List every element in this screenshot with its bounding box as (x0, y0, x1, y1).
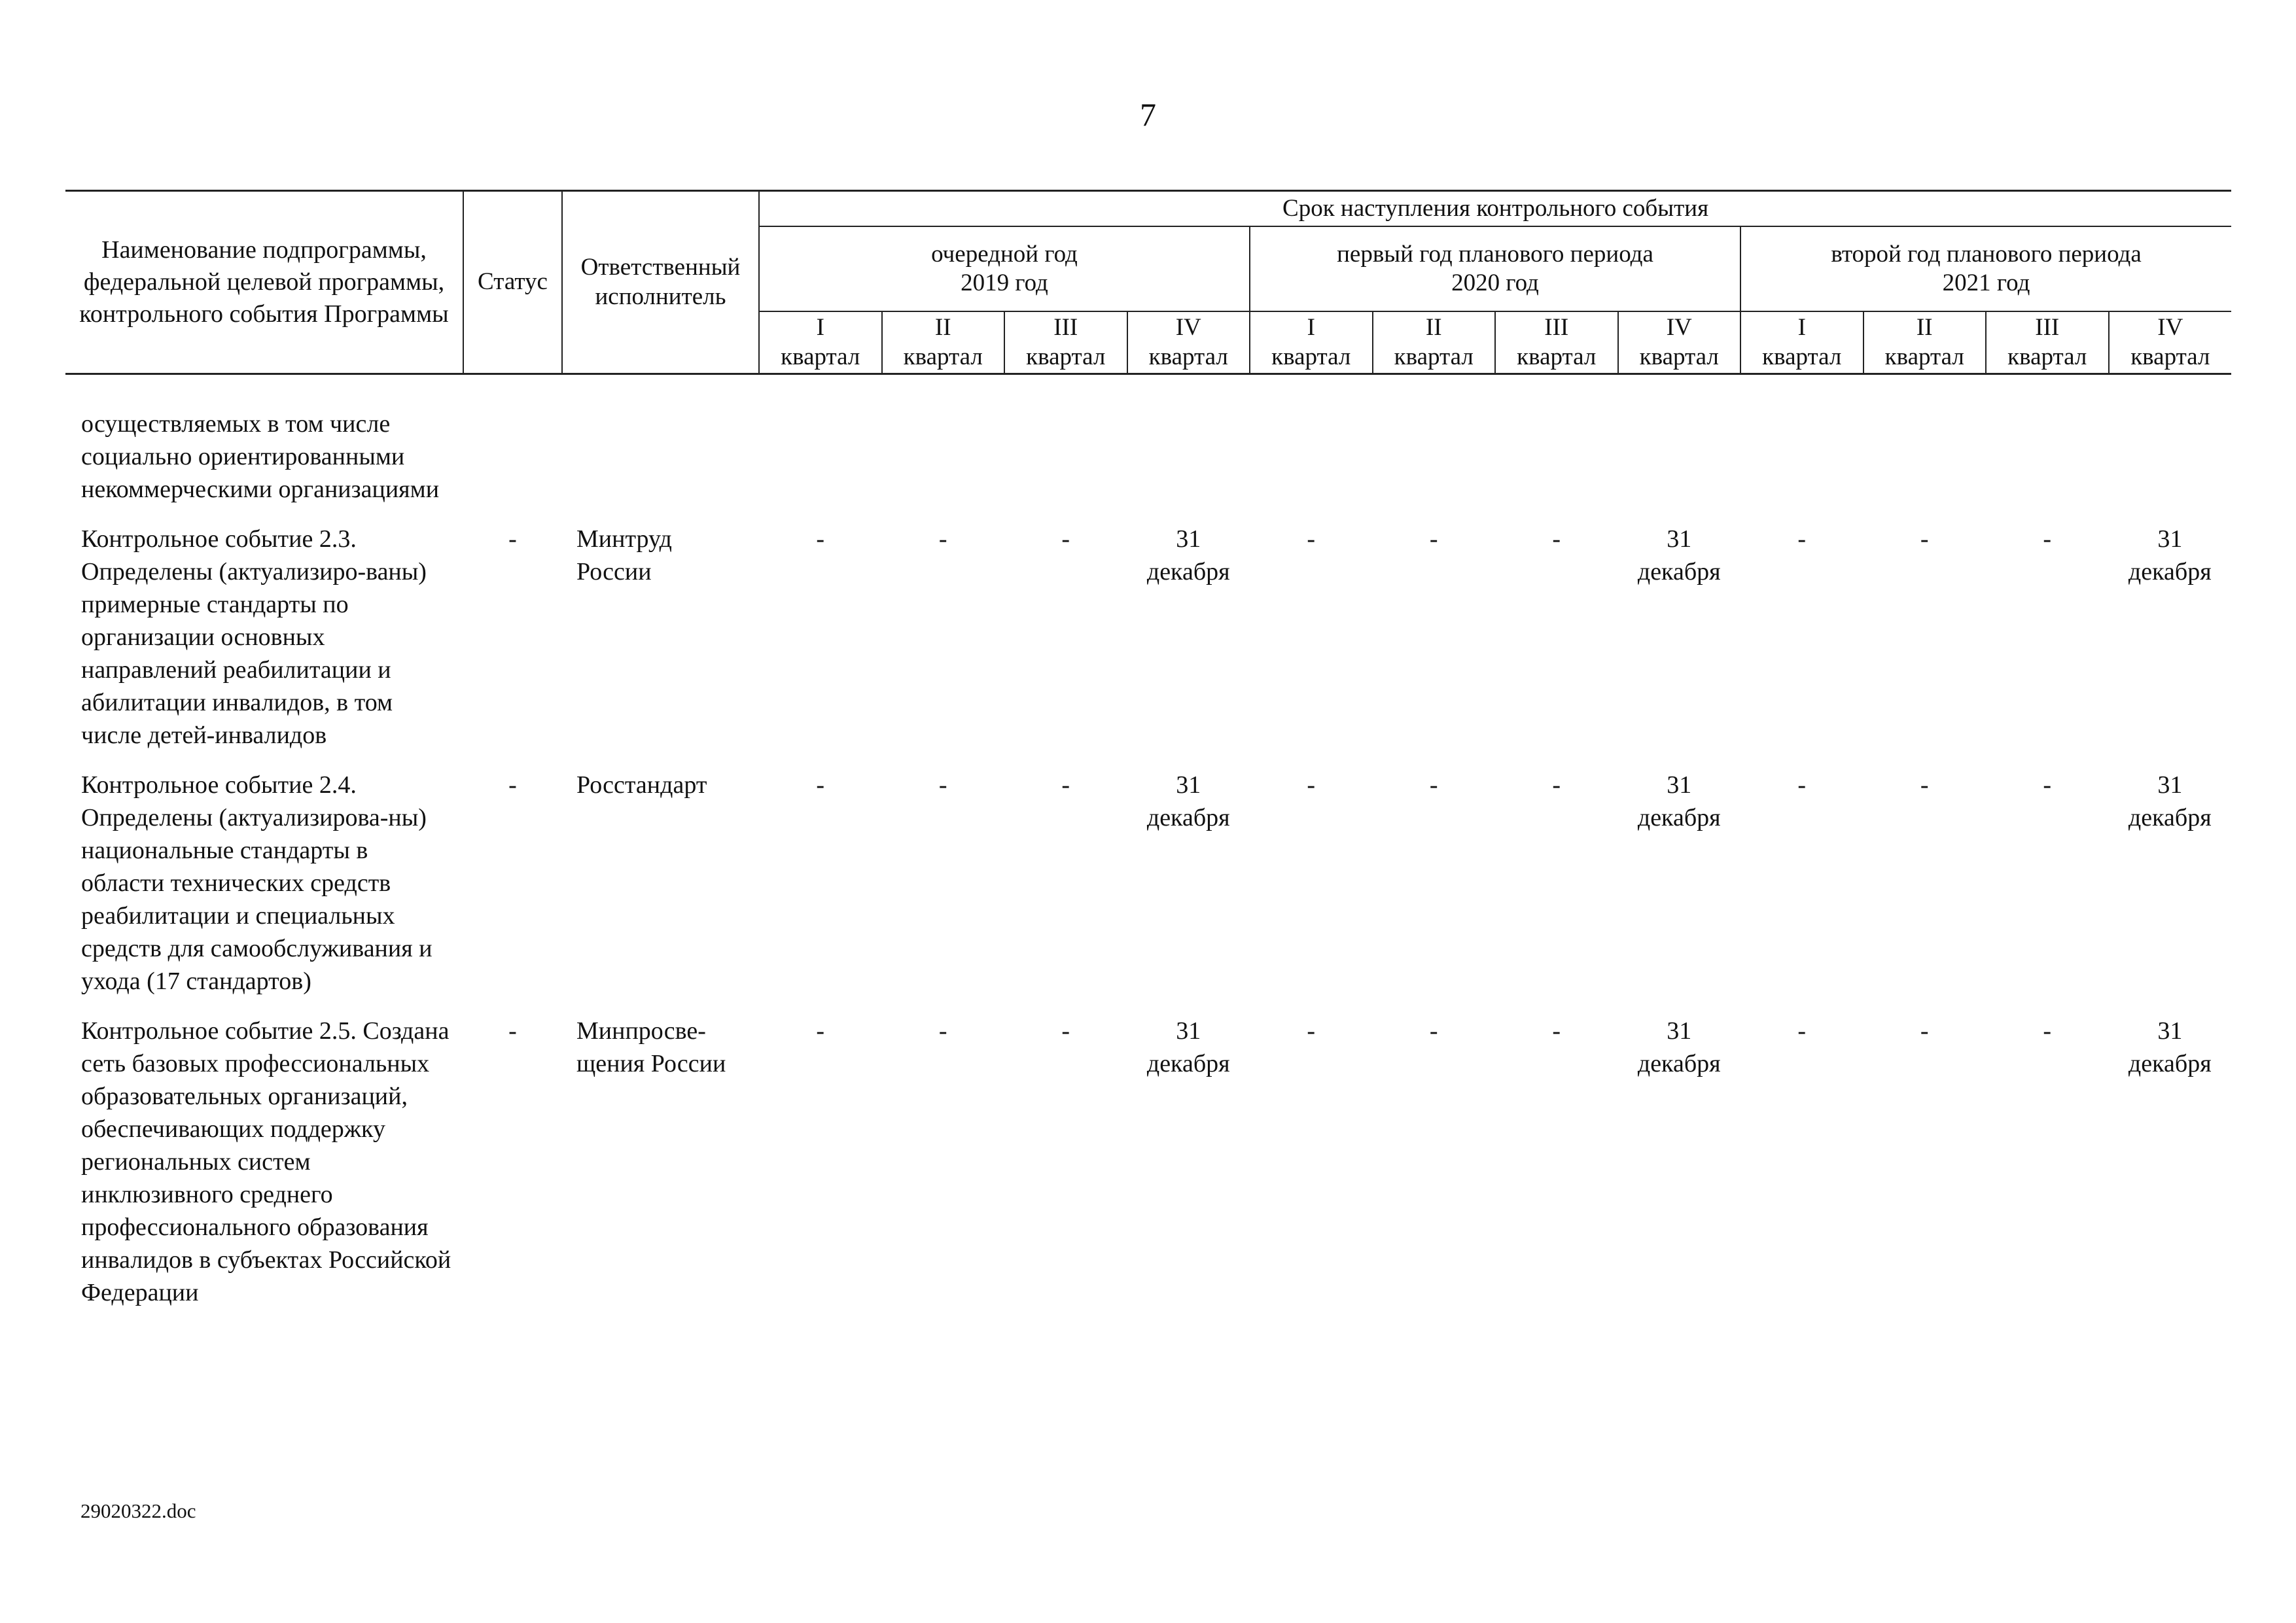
quarter-cell: - (816, 1017, 825, 1045)
quarter-header (2109, 311, 2232, 374)
quarter-header (882, 311, 1005, 374)
quarter-cell (1127, 523, 1250, 769)
deadline-day: 31 (1667, 771, 1692, 799)
quarter-word: квартал (903, 343, 983, 370)
quarter-numeral: IV (1175, 314, 1201, 341)
quarter-cell (1495, 408, 1618, 523)
quarter-cell: - (816, 771, 825, 799)
quarter-header (1127, 311, 1250, 374)
deadline-month: декабря (1637, 1050, 1721, 1078)
deadline-month: декабря (1146, 1050, 1230, 1078)
quarter-header (1373, 311, 1496, 374)
quarter-numeral: III (1053, 314, 1078, 341)
deadline-month: декабря (1637, 804, 1721, 832)
table-row (65, 1015, 2231, 1326)
quarter-cell (2109, 1015, 2232, 1326)
quarter-cell: - (1920, 525, 1929, 553)
spacer-row (65, 374, 2231, 408)
quarter-cell: - (2043, 1017, 2052, 1045)
quarter-cell: - (816, 525, 825, 553)
quarter-cell: - (1920, 771, 1929, 799)
quarter-word: квартал (1271, 343, 1351, 370)
quarter-word: квартал (1517, 343, 1597, 370)
quarter-word: квартал (1639, 343, 1719, 370)
quarter-header (1495, 311, 1618, 374)
deadline-day: 31 (1176, 771, 1201, 799)
quarter-cell (1863, 408, 1987, 523)
quarter-cell: - (1797, 525, 1807, 553)
deadline-month: декабря (1146, 558, 1230, 586)
deadline-month: декабря (2128, 558, 2212, 586)
table-row (65, 769, 2231, 1015)
period-year: 2020 год (1451, 270, 1539, 297)
quarter-word: квартал (1394, 343, 1474, 370)
period-label: очередной год (931, 241, 1078, 268)
quarter-word: квартал (2130, 343, 2210, 370)
quarter-cell: - (1552, 1017, 1561, 1045)
quarter-word: квартал (2007, 343, 2087, 370)
period-label: первый год планового периода (1337, 241, 1653, 268)
header-period-2021 (1740, 226, 2231, 311)
quarter-numeral: III (2035, 314, 2060, 341)
quarter-cell (882, 408, 1005, 523)
quarter-cell (2109, 408, 2232, 523)
quarter-cell: - (938, 771, 947, 799)
header-period-2020 (1250, 226, 1740, 311)
quarter-cell (1004, 408, 1127, 523)
quarter-word: квартал (1148, 343, 1228, 370)
quarter-header (1863, 311, 1987, 374)
quarter-cell: - (1307, 525, 1316, 553)
quarter-cell (1618, 769, 1741, 1015)
quarter-cell (1373, 408, 1496, 523)
event-name: Контрольное событие 2.3. Определены (актуализиро-ваны) примерные стандарты по организации основных направлений реабилитации и абилитации инвалидов, в том числе детей-инвалидов (81, 525, 427, 750)
quarter-cell: - (1061, 525, 1070, 553)
deadline-month: декабря (2128, 1050, 2212, 1078)
quarter-word: квартал (781, 343, 860, 370)
quarter-cell: - (938, 525, 947, 553)
quarter-numeral: II (1425, 314, 1442, 341)
quarter-cell: - (1797, 1017, 1807, 1045)
deadline-month: декабря (2128, 804, 2212, 832)
table-row (65, 408, 2231, 523)
event-status: - (508, 525, 517, 553)
control-events-table (65, 190, 2231, 1326)
quarter-header (1618, 311, 1741, 374)
quarter-cell: - (1552, 771, 1561, 799)
quarter-cell: - (1797, 771, 1807, 799)
quarter-cell (1986, 408, 2109, 523)
quarter-word: квартал (1026, 343, 1106, 370)
quarter-cell: - (938, 1017, 947, 1045)
quarter-header (1250, 311, 1373, 374)
header-responsible: Ответственный исполнитель (562, 191, 759, 374)
event-responsible (562, 408, 759, 523)
quarter-cell (1618, 1015, 1741, 1326)
quarter-cell: - (2043, 525, 2052, 553)
quarter-numeral: I (1797, 314, 1806, 341)
deadline-day: 31 (2157, 525, 2183, 553)
event-name: осуществляемых в том числе социально ориентированными некоммерческими организациями (81, 410, 440, 504)
quarter-header (1004, 311, 1127, 374)
quarter-cell (1618, 408, 1741, 523)
quarter-cell: - (1307, 771, 1316, 799)
period-label: второй год планового периода (1831, 241, 2142, 268)
deadline-month: декабря (1637, 558, 1721, 586)
header-status: Статус (463, 191, 562, 374)
header-name: Наименование подпрограммы, федеральной целевой программы, контрольного события Программы (65, 191, 463, 374)
quarter-cell: - (1061, 1017, 1070, 1045)
quarter-cell: - (1429, 1017, 1438, 1045)
quarter-numeral: I (1307, 314, 1315, 341)
quarter-cell (2109, 523, 2232, 769)
quarter-cell: - (2043, 771, 2052, 799)
quarter-cell (1127, 1015, 1250, 1326)
quarter-word: квартал (1884, 343, 1964, 370)
quarter-cell: - (1552, 525, 1561, 553)
quarter-numeral: I (816, 314, 824, 341)
deadline-day: 31 (1176, 1017, 1201, 1045)
event-status: - (508, 1017, 517, 1045)
event-name: Контрольное событие 2.5. Создана сеть базовых профессиональных образовательных организаций, обеспечивающих поддержку региональных систем инклюзивного среднего профессионального образования инвалидов в субъектах Российской Федерации (81, 1017, 451, 1307)
quarter-word: квартал (1762, 343, 1842, 370)
quarter-cell: - (1307, 1017, 1316, 1045)
quarter-header (1986, 311, 2109, 374)
quarter-cell (2109, 769, 2232, 1015)
period-year: 2021 год (1942, 270, 2030, 297)
quarter-cell: - (1061, 771, 1070, 799)
quarter-cell: - (1429, 525, 1438, 553)
event-responsible: Минтруд России (576, 525, 672, 586)
quarter-cell (1618, 523, 1741, 769)
quarter-numeral: IV (2157, 314, 2183, 341)
deadline-day: 31 (2157, 771, 2183, 799)
quarter-numeral: IV (1666, 314, 1692, 341)
table-header (65, 191, 2231, 374)
quarter-cell (1127, 769, 1250, 1015)
quarter-cell (1127, 408, 1250, 523)
deadline-day: 31 (1176, 525, 1201, 553)
event-responsible: Росстандарт (576, 771, 707, 799)
page-number: 7 (1140, 96, 1156, 133)
event-status: - (508, 771, 517, 799)
quarter-cell (1740, 408, 1863, 523)
deadline-day: 31 (1667, 1017, 1692, 1045)
header-period-2019 (759, 226, 1250, 311)
quarter-header (759, 311, 882, 374)
quarter-numeral: II (934, 314, 951, 341)
event-status (463, 408, 562, 523)
deadline-day: 31 (2157, 1017, 2183, 1045)
spacer-cell (65, 374, 2231, 408)
quarter-numeral: II (1916, 314, 1933, 341)
event-name: Контрольное событие 2.4. Определены (актуализирова-ны) национальные стандарты в области технических средств реабилитации и специальных средств для самообслуживания и ухода (17 стандартов) (81, 771, 433, 996)
deadline-month: декабря (1146, 804, 1230, 832)
header-deadline-group: Срок наступления контрольного события (759, 191, 2231, 227)
quarter-cell: - (1920, 1017, 1929, 1045)
quarter-cell: - (1429, 771, 1438, 799)
period-year: 2019 год (961, 270, 1048, 297)
quarter-cell (1250, 408, 1373, 523)
footer-document-code: 29020322.doc (80, 1499, 196, 1522)
table-body (65, 374, 2231, 1327)
quarter-header (1740, 311, 1863, 374)
deadline-day: 31 (1667, 525, 1692, 553)
table-row (65, 523, 2231, 769)
quarter-cell (759, 408, 882, 523)
quarter-numeral: III (1544, 314, 1569, 341)
event-responsible: Минпросве- щения России (576, 1017, 726, 1078)
